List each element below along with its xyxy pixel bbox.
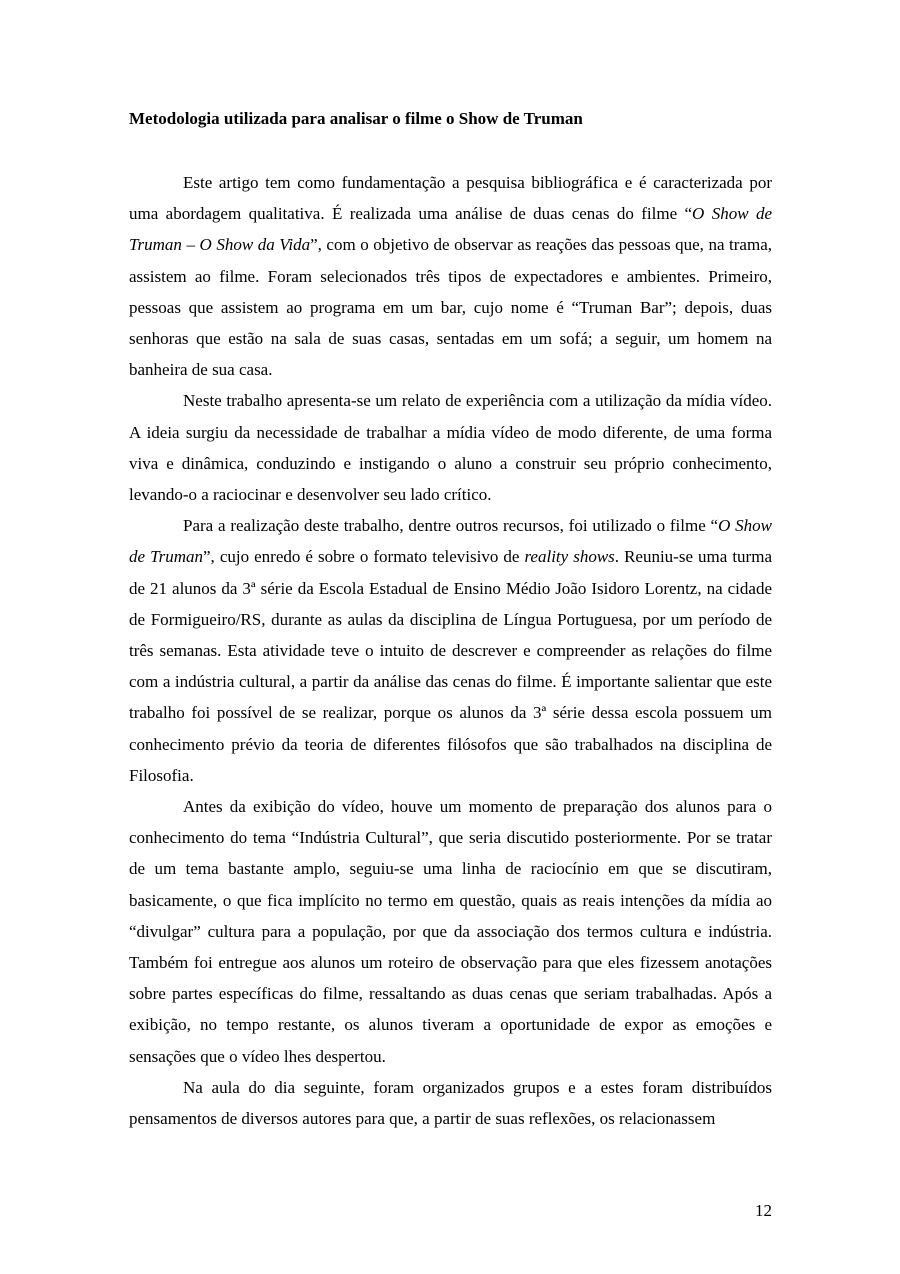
paragraph-1-text-a: Este artigo tem como fundamentação a pesquisa bibliográfica e é caracterizada por uma abordagem qualitativa. É realizada uma análise de duas cenas do filme “ <box>129 173 772 224</box>
paragraph-3-text-c: ”, cujo enredo é sobre o formato televisivo de <box>203 547 525 567</box>
paragraph-1 <box>129 167 772 385</box>
paragraph-2-text: Neste trabalho apresenta-se um relato de experiência com a utilização da mídia vídeo. A ideia surgiu da necessidade de trabalhar a mídia vídeo de modo diferente, de uma forma viva e dinâmica, conduzindo e instigando o aluno a construir seu próprio conhecimento, levando-o a raciocinar e desenvolver seu lado crítico. <box>129 391 772 505</box>
paragraph-3 <box>129 510 772 791</box>
body-text <box>129 167 772 1134</box>
paragraph-4 <box>129 791 772 1072</box>
film-title-italic: O Show de Truman <box>129 516 772 567</box>
section-heading: Metodologia utilizada para analisar o filme o Show de Truman <box>129 109 583 128</box>
paragraph-3-text-e: . Reuniu-se uma turma de 21 alunos da 3ª série da Escola Estadual de Ensino Médio João Isidoro Lorentz, na cidade de Formigueiro/RS, durante as aulas da disciplina de Língua Portuguesa, por um período de três semanas. Esta atividade teve o intuito de descrever e compreender as relações do filme com a indústria cultural, a partir da análise das cenas do filme. É importante salientar que este trabalho foi possível de se realizar, porque os alunos da 3ª série dessa escola possuem um conhecimento prévio da teoria de diferentes filósofos que são trabalhados na disciplina de Filosofia. <box>129 547 772 785</box>
paragraph-2 <box>129 385 772 510</box>
paragraph-3-text-a: Para a realização deste trabalho, dentre outros recursos, foi utilizado o filme “ <box>183 516 719 536</box>
reality-shows-italic: reality shows <box>524 547 615 567</box>
paragraph-5-text: Na aula do dia seguinte, foram organizados grupos e a estes foram distribuídos pensamentos de diversos autores para que, a partir de suas reflexões, os relacionassem <box>129 1077 772 1129</box>
film-title-italic: O Show de Truman – O Show da Vida <box>129 204 772 255</box>
paragraph-5 <box>129 1072 772 1134</box>
paragraph-4-text: Antes da exibição do vídeo, houve um momento de preparação dos alunos para o conhecimento do tema “Indústria Cultural”, que seria discutido posteriormente. Por se tratar de um tema bastante amplo, seguiu-se uma linha de raciocínio em que se discutiram, basicamente, o que fica implícito no termo em questão, quais as reais intenções da mídia ao “divulgar” cultura para a população, por que da associação dos termos cultura e indústria. Também foi entregue aos alunos um roteiro de observação para que eles fizessem anotações sobre partes específicas do filme, ressaltando as duas cenas que seriam trabalhadas. Após a exibição, no tempo restante, os alunos tiveram a oportunidade de expor as emoções e sensações que o vídeo lhes despertou. <box>129 797 772 1066</box>
page-number: 12 <box>755 1201 772 1220</box>
paragraph-1-text-c: ”, com o objetivo de observar as reações das pessoas que, na trama, assistem ao filme. Foram selecionados três tipos de expectadores e ambientes. Primeiro, pessoas que assistem ao programa em um bar, cujo nome é “Truman Bar”; depois, duas senhoras que estão na sala de suas casas, sentadas em um sofá; a seguir, um homem na banheira de sua casa. <box>129 235 772 380</box>
